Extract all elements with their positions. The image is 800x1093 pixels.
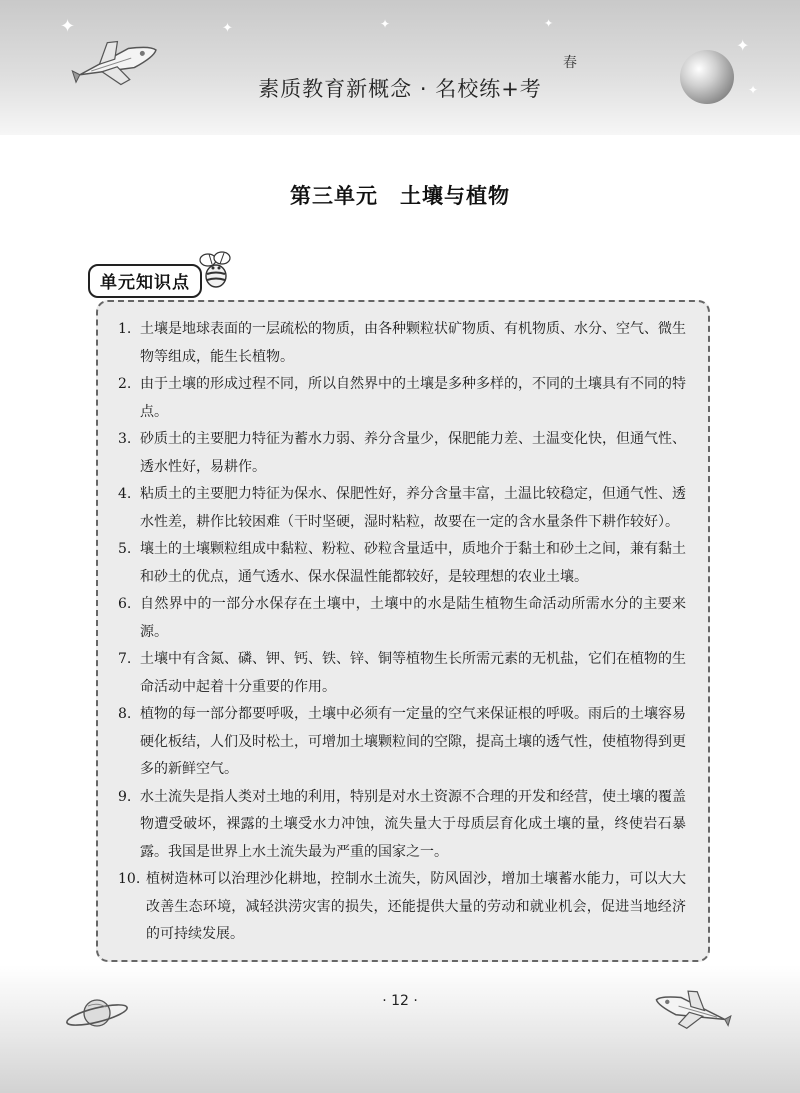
- knowledge-point: [120, 371, 686, 426]
- sparkle-icon: ✦: [544, 17, 554, 30]
- item-text: 由于土壤的形成过程不同，所以自然界中的土壤是多种多样的，不同的土壤具有不同的特点。: [140, 376, 686, 420]
- knowledge-point: [120, 481, 686, 536]
- item-number: 2.: [118, 376, 132, 392]
- item-text: 砂质土的主要肥力特征为蓄水力弱、养分含量少，保肥能力差、土温变化快，但通气性、透水性好，易耕作。: [140, 431, 686, 475]
- knowledge-point: [120, 784, 686, 867]
- knowledge-point: [120, 426, 686, 481]
- knowledge-points-box: [96, 300, 710, 962]
- item-text: 水土流失是指人类对土地的利用，特别是对水土资源不合理的开发和经营，使土壤的覆盖物遭受破坏，裸露的土壤受水力冲蚀，流失量大于母质层育化成土壤的量，终使岩石暴露。我国是世界上水土流失最为严重的国家之一。: [140, 788, 686, 860]
- section-label: 单元知识点: [88, 264, 202, 298]
- header-title: 素质教育新概念 · 名校练+考: [258, 77, 542, 101]
- item-text: 土壤中有含氮、磷、钾、钙、铁、锌、铜等植物生长所需元素的无机盐，它们在植物的生命活动中起着十分重要的作用。: [140, 651, 686, 695]
- space-shuttle-icon: [652, 985, 732, 1035]
- sparkle-icon: ✦: [748, 83, 759, 97]
- item-text: 粘质土的主要肥力特征为保水、保肥性好，养分含量丰富，土温比较稳定，但通气性、透水性差，耕作比较困难（干时坚硬，湿时粘粒，故要在一定的含水量条件下耕作较好）。: [140, 486, 686, 530]
- item-number: 7.: [118, 651, 132, 667]
- page-number: · 12 ·: [382, 993, 418, 1009]
- item-number: 10.: [118, 871, 141, 887]
- unit-title: 第三单元 土壤与植物: [290, 183, 510, 208]
- page-header: [0, 0, 800, 135]
- sparkle-icon: ✦: [60, 16, 76, 37]
- sparkle-icon: ✦: [222, 21, 233, 36]
- globe-icon: [680, 50, 734, 104]
- item-text: 植树造林可以治理沙化耕地，控制水土流失，防风固沙，增加土壤蓄水能力，可以大大改善生态环境，减轻洪涝灾害的损失，还能提供大量的劳动和就业机会，促进当地经济的可持续发展。: [146, 871, 686, 942]
- knowledge-point: [120, 646, 686, 701]
- item-number: 9.: [118, 788, 132, 805]
- item-number: 3.: [118, 431, 132, 447]
- knowledge-point: [120, 866, 686, 949]
- item-number: 5.: [118, 541, 132, 557]
- knowledge-point: [120, 316, 686, 371]
- item-text: 植物的每一部分都要呼吸，土壤中必须有一定量的空气来保证根的呼吸。雨后的土壤容易硬化板结，人们及时松土，可增加土壤颗粒间的空隙，提高土壤的透气性，使植物得到更多的新鲜空气。: [140, 706, 686, 777]
- item-text: 壤土的土壤颗粒组成中黏粒、粉粒、砂粒含量适中，质地介于黏土和砂土之间，兼有黏土和砂土的优点，通气透水、保水保温性能都较好，是较理想的农业土壤。: [140, 541, 686, 585]
- bee-mascot-icon: [196, 250, 236, 290]
- knowledge-point: [120, 591, 686, 646]
- season-label: 春: [563, 55, 577, 71]
- item-number: 4.: [118, 486, 132, 502]
- sparkle-icon: ✦: [380, 17, 391, 31]
- knowledge-point: [120, 536, 686, 591]
- item-text: 土壤是地球表面的一层疏松的物质，由各种颗粒状矿物质、有机物质、水分、空气、微生物等组成，能生长植物。: [140, 321, 686, 365]
- sparkle-icon: ✦: [736, 36, 750, 55]
- item-number: 1.: [118, 321, 132, 337]
- item-number: 8.: [118, 706, 132, 722]
- item-number: 6.: [118, 596, 132, 612]
- item-text: 自然界中的一部分水保存在土壤中，土壤中的水是陆生植物生命活动所需水分的主要来源。: [140, 596, 686, 640]
- knowledge-point: [120, 701, 686, 784]
